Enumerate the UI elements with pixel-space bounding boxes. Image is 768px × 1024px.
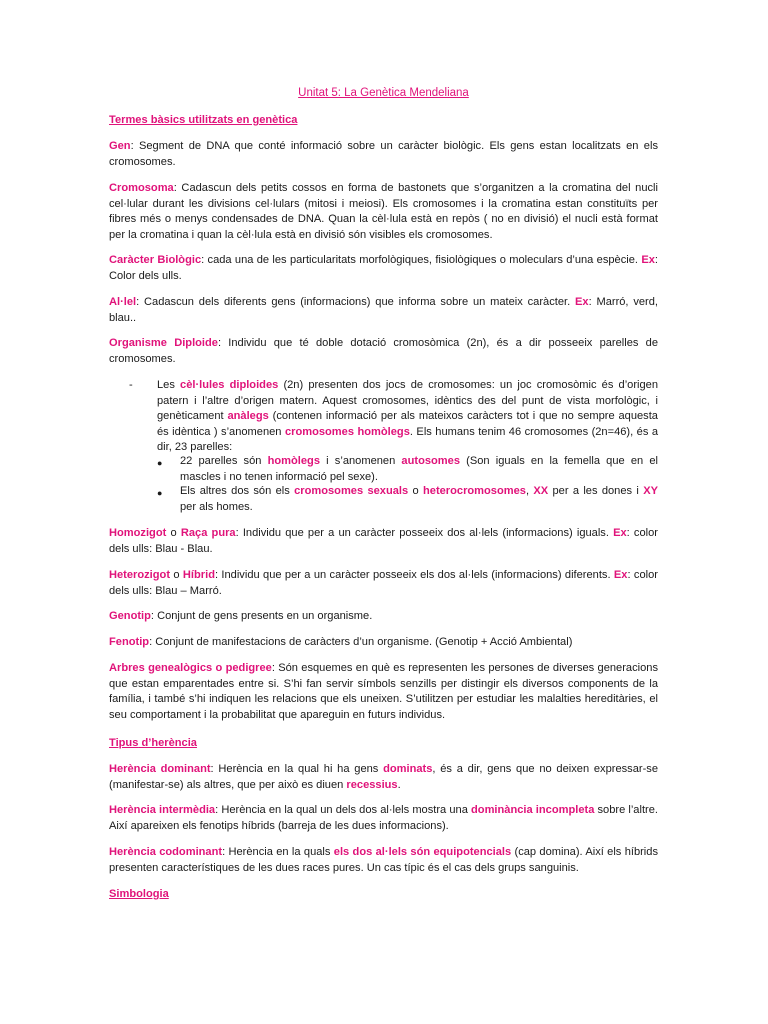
keyword: anàlegs (227, 410, 269, 423)
term: Híbrid (182, 569, 215, 581)
definition-homozigot (109, 526, 658, 557)
keyword: cromosomes sexuals (294, 485, 409, 497)
definition-fenotip (109, 635, 658, 651)
example-text: : color dels ulls: Blau - Blau. (109, 527, 658, 555)
keyword: dominats (383, 763, 433, 775)
definition-text: : Individu que té doble dotació cromosòmica (2n), és a dir posseeix parelles de cromosomes. (109, 337, 658, 365)
text: : Herència en la qual un dels dos al·lels mostra una (215, 804, 472, 816)
example-text: : Color dels ulls. (109, 254, 658, 282)
text: i s’anomenen (320, 455, 402, 467)
text: Els altres dos són els (180, 485, 295, 497)
text: (cap domina). Així els híbrids presenten característiques de les dues races pures. Un cas típic és el cas dels grups sanguinis. (109, 846, 658, 874)
section-heading-inheritance-types (109, 736, 197, 752)
example-label: Ex (641, 254, 655, 266)
term: Fenotip (109, 636, 150, 648)
definition-text: : Conjunt de gens presents en un organisme. (150, 610, 373, 622)
text: per a les dones i (548, 485, 644, 497)
text: (contenen informació per als mateixos caràcters tot i que no sempre aquesta és idèntica ) s’anomenen (157, 410, 658, 438)
definition-genotip (109, 609, 658, 625)
definition-text: : Són esquemes en què es representen les persones de diverses generacions que estan emparentades entre si. S’hi fan servir símbols senzills per distingir els diversos components de la família, i també s’hi indiquen les relacions que els uneixen. S’utilitzen per estudiar les malalties hereditàries, el seu comportament i la probabilitat que apareguin en futurs individus. (109, 662, 658, 721)
definition-diploide (109, 336, 658, 367)
definition-cromosoma (109, 181, 658, 243)
text: : Herència en la qual hi ha gens (210, 763, 384, 775)
term: Herència intermèdia (109, 804, 216, 816)
heading-word: d’herència (141, 737, 197, 749)
definition-text: : cada una de les particularitats morfològiques, fisiològiques o moleculars d’una espècie. (201, 254, 642, 266)
keyword: cèl·lules diploides (180, 379, 279, 391)
text: . (397, 778, 401, 791)
definition-text: : Conjunt de manifestacions de caràcters d’un organisme. (Genotip + Acció Ambiental) (149, 636, 573, 648)
text: , és a dir, gens que no deixen expressar-se (manifestar-se) als altres, que per això es diuen (109, 763, 658, 791)
definition-text: : Individu que per a un caràcter posseeix els dos al·lels (informacions) diferents. (214, 569, 614, 581)
term: Cromosoma (109, 182, 174, 194)
text: 22 parelles són (180, 455, 268, 467)
definition-text: : Individu que per a un caràcter posseeix dos al·lels (informacions) iguals. (235, 527, 614, 539)
bullet-item-autosomes (180, 454, 658, 485)
definition-caracter (109, 253, 658, 284)
definition-herencia-intermedia (109, 803, 658, 834)
text: (2n) presenten dos jocs de cromosomes: un joc cromosòmic és d’origen patern i l’altre d’origen matern. Aquest cromosomes, idèntics des del punt de vista morfològic, i genèticament (157, 379, 659, 423)
example-label: Ex (574, 296, 589, 308)
text: . Els humans tenim 46 cromosomes (2n=46), és a dir, 23 parelles: (157, 425, 659, 454)
text: o (170, 569, 183, 581)
text: o (166, 527, 181, 539)
section-heading-basic-terms: Termes bàsics utilitzats en genètica (109, 114, 298, 126)
keyword: heterocromosomes (423, 485, 526, 497)
keyword: dominància incompleta (471, 804, 595, 816)
diploid-cells-paragraph (157, 378, 658, 456)
example-label: Ex (613, 527, 627, 539)
keyword: els dos al·lels són equipotencials (333, 846, 512, 858)
dash-marker: - (129, 379, 133, 391)
term: Al·lel (109, 296, 137, 308)
definition-text: : Cadascun dels petits cossos en forma de bastonets que s’organitzen a la cromatina del nucli cel·lular durant les divisions cel·lulars (mitosi i meiosi). Els cromosomes i la cromatina estan constituïts per fibres més o menys condensades de DNA. Quan la cèl·lula està en repòs ( no en divisió) el nucli està format per la cromatina i quan la cèl·lula està en divisió són visibles els cromosomes. (109, 182, 658, 241)
heading-word: Tipus (109, 737, 139, 749)
keyword: cromosomes homòlegs (284, 425, 410, 438)
text: sobre l’altre. Així apareixen els fenotips híbrids (barreja de les dues informacions). (109, 804, 658, 832)
section-heading-simbologia: Simbologia (109, 888, 169, 900)
definition-herencia-codominant (109, 845, 658, 876)
term: Heterozigot (109, 569, 171, 581)
text: o (408, 485, 423, 497)
text: , (525, 485, 534, 497)
definition-gen (109, 139, 658, 170)
keyword: recessius (346, 778, 398, 791)
keyword: autosomes (401, 455, 460, 467)
definition-arbres-genealogics (109, 661, 658, 723)
definition-heterozigot (109, 568, 658, 599)
bullet-icon: ● (157, 458, 163, 468)
text: : Herència en la quals (222, 846, 334, 858)
term: Arbres genealògics o pedigree (109, 662, 272, 674)
term: Herència codominant (109, 846, 223, 858)
definition-alel (109, 295, 658, 326)
example-label: Ex (613, 569, 628, 581)
keyword: homòlegs (267, 455, 320, 467)
text: per als homes. (180, 500, 253, 513)
example-text: : color dels ulls: Blau – Marró. (109, 569, 658, 597)
term: Homozigot (109, 527, 167, 539)
example-text: : Marró, verd, blau.. (109, 296, 658, 324)
term: Genotip (109, 610, 151, 622)
term: Gen (109, 140, 131, 152)
keyword: XY (643, 485, 658, 497)
term: Caràcter Biològic (109, 254, 202, 266)
bullet-item-sex-chromosomes (180, 484, 658, 515)
keyword: XX (533, 485, 549, 497)
term: Raça pura (180, 527, 236, 539)
definition-text: : Cadascun dels diferents gens (informacions) que informa sobre un mateix caràcter. (136, 296, 575, 308)
text: Les (157, 379, 181, 391)
term: Organisme Diploide (109, 337, 218, 349)
bullet-icon: ● (157, 488, 163, 498)
text: (Son iguals en la femella que en el mascles i no tenen informació pel sexe). (180, 455, 659, 483)
term: Herència dominant (109, 763, 211, 775)
page-title: Unitat 5: La Genètica Mendeliana (298, 87, 469, 99)
definition-text: : Segment de DNA que conté informació sobre un caràcter biològic. Els gens estan localitzats en els cromosomes. (109, 140, 658, 168)
definition-herencia-dominant (109, 762, 658, 793)
